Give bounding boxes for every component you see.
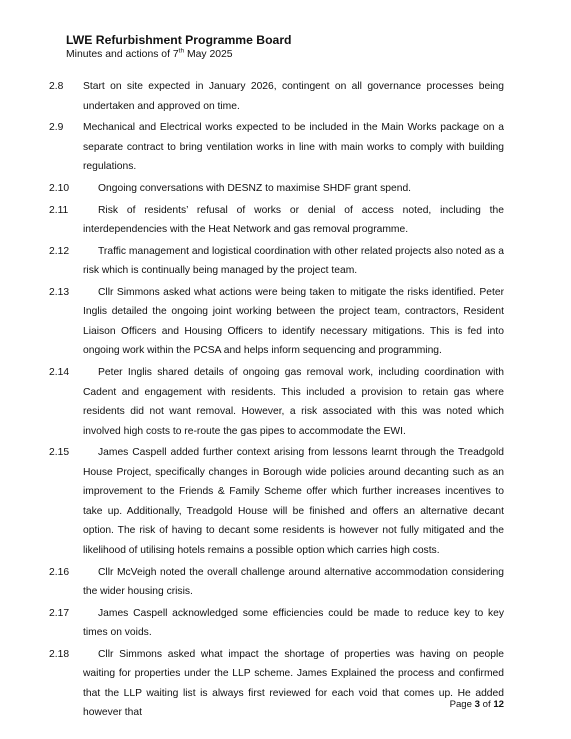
item-number: 2.18: [49, 648, 70, 660]
minute-item-2-15: [49, 443, 504, 560]
item-number: 2.10: [49, 182, 70, 194]
item-text: James Caspell added further context arising from lessons learnt through the Treadgold House Project, specifically changes in Borough wide policies around decanting such as an improvement to the Friends & Family Scheme offer which further increases incentives to take up. Additionally, Treadgold House will be finished and offers an alternative decant option. The risk of having to decant some residents is however not fully mitigated and the likelihood of utilising hotels remains a possible option which carries high costs.: [83, 447, 504, 556]
item-number: 2.8: [49, 81, 64, 92]
current-page-number: 3: [474, 699, 480, 710]
total-page-count: 12: [493, 699, 504, 710]
minute-item-2-12: [49, 242, 504, 281]
document-title: LWE Refurbishment Programme Board: [66, 33, 292, 47]
item-number: 2.15: [49, 447, 70, 459]
item-text: Risk of residents’ refusal of works or denial of access noted, including the interdependencies with the Heat Network and gas removal programme.: [83, 204, 504, 236]
item-number: 2.17: [49, 607, 70, 619]
page-word: Page: [449, 699, 475, 710]
page-footer: [450, 699, 504, 710]
subtitle-superscript: th: [178, 47, 185, 55]
minutes-body: [49, 77, 504, 725]
minute-item-2-17: [49, 604, 504, 643]
minute-item-2-18: [49, 645, 504, 723]
item-number: 2.16: [49, 566, 70, 578]
item-text: Peter Inglis shared details of ongoing gas removal work, including coordination with Cadent and engagement with residents. This included a provision to retain gas where residents did not want removal. However, a risk associated with this was noted which involved high costs to re-route the gas pipes to accommodate the EWI.: [83, 367, 504, 437]
minute-item-2-9: [49, 118, 504, 177]
document-subtitle: [66, 48, 526, 61]
item-number: 2.13: [49, 286, 70, 298]
item-text: Cllr McVeigh noted the overall challenge around alternative accommodation considering the wider housing crisis.: [83, 566, 504, 597]
minute-item-2-11: [49, 201, 504, 240]
subtitle-suffix: May 2025: [184, 49, 233, 60]
minute-item-2-16: [49, 563, 504, 602]
subtitle-prefix: Minutes and actions of 7: [66, 49, 179, 60]
minute-item-2-14: [49, 363, 504, 441]
item-text: Cllr Simmons asked what actions were being taken to mitigate the risks identified. Peter Inglis detailed the ongoing joint working between the project team, contractors, Resident Liaison Officers and Housing Officers to identify necessary mitigations. This is fed into ongoing work within the PCSA and helps inform sequencing and programming.: [83, 286, 504, 357]
document-header: [66, 33, 526, 61]
item-text: Ongoing conversations with DESNZ to maximise SHDF grant spend.: [98, 182, 412, 194]
item-text: Cllr Simmons asked what impact the shortage of properties was having on people waiting for properties under the LLP scheme. James Explained the process and confirmed that the LLP waiting list is always first reviewed for each void that comes up. He added however that: [83, 648, 504, 719]
of-word: of: [479, 699, 494, 710]
item-number: 2.14: [49, 367, 70, 379]
item-number: 2.9: [49, 122, 64, 134]
minute-item-2-13: [49, 283, 504, 361]
item-number: 2.11: [49, 204, 69, 216]
item-text: James Caspell acknowledged some efficiencies could be made to reduce key to key times on voids.: [83, 607, 504, 639]
item-text: Traffic management and logistical coordination with other related projects also noted as a risk which is continually being managed by the project team.: [83, 245, 504, 277]
minute-item-2-10: [49, 179, 504, 199]
item-text: Start on site expected in January 2026, contingent on all governance processes being undertaken and approved on time.: [83, 81, 504, 112]
minute-item-2-8: [49, 77, 504, 116]
item-number: 2.12: [49, 245, 70, 257]
item-text: Mechanical and Electrical works expected to be included in the Main Works package on a separate contract to bring ventilation works in line with main works to comply with building regulations.: [83, 122, 504, 173]
